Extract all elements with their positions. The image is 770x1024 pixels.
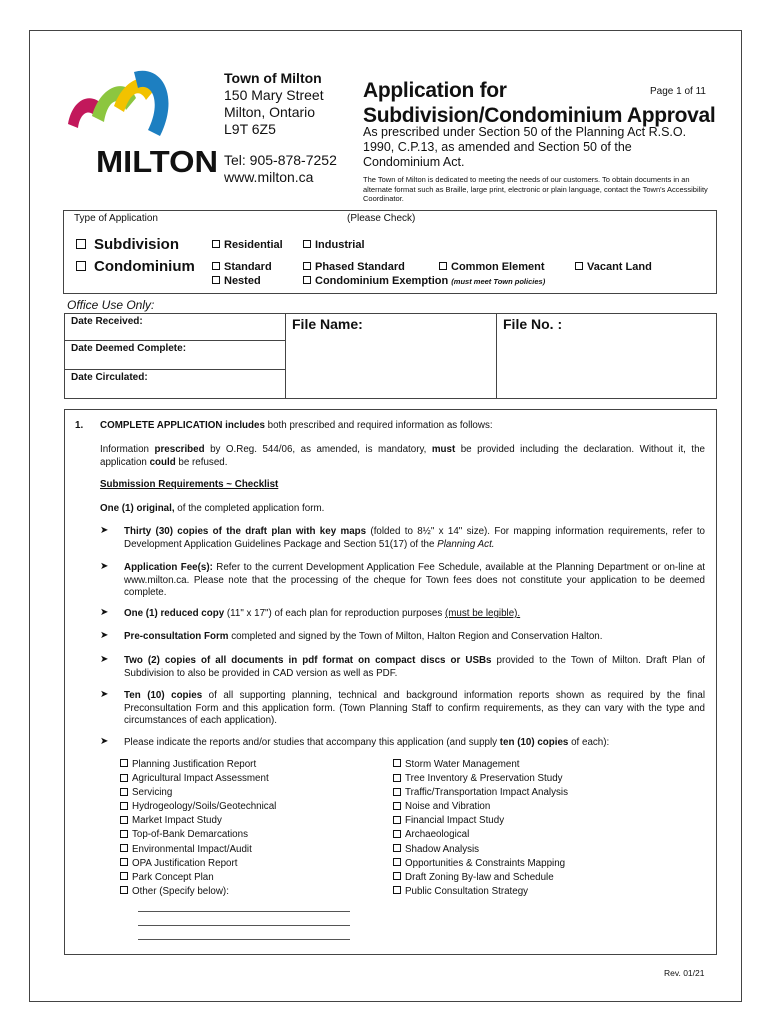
- checkbox-icon[interactable]: [120, 816, 128, 824]
- report-checkbox-item[interactable]: [393, 843, 568, 857]
- report-checkbox-item[interactable]: [120, 857, 276, 871]
- residential-option[interactable]: [212, 239, 283, 251]
- checkbox-icon[interactable]: [120, 788, 128, 796]
- report-checkbox-item[interactable]: [120, 800, 276, 814]
- original-copy-line: [100, 503, 324, 516]
- info-d: must: [431, 444, 456, 455]
- report-checkbox-item[interactable]: [393, 772, 568, 786]
- checklist-item-3: [124, 608, 705, 621]
- arrow-bullet-icon: ➤: [100, 630, 109, 641]
- report-label: OPA Justification Report: [132, 857, 238, 869]
- vacant-land-label: Vacant Land: [587, 261, 652, 273]
- report-label: Park Concept Plan: [132, 871, 214, 883]
- subdivision-option[interactable]: [76, 236, 179, 253]
- original-rest: of the completed application form.: [174, 503, 325, 514]
- prescribed-note: As prescribed under Section 50 of the Planning Act R.S.O. 1990, C.P.13, as amended and Section 50 of the Condominium Act.: [363, 125, 687, 169]
- report-checkbox-item[interactable]: [393, 871, 568, 885]
- checkbox-icon[interactable]: [212, 262, 220, 270]
- checkbox-icon[interactable]: [212, 240, 220, 248]
- checkbox-icon[interactable]: [393, 858, 401, 866]
- checkbox-icon[interactable]: [76, 261, 86, 271]
- revision-label: Rev. 01/21: [664, 968, 705, 978]
- item5-rest: provided to the Town of Milton. Draft Plan of Subdivision to also be provided in CAD version as well as PDF.: [124, 655, 705, 679]
- info-a: Information: [100, 444, 155, 455]
- checkbox-icon[interactable]: [393, 886, 401, 894]
- report-checkbox-item[interactable]: [120, 828, 276, 842]
- item1-rest: (folded to 8½" x 14" size). For mapping information requirements, refer to Development Application Guidelines Package and Section 51(17) of the: [124, 526, 705, 550]
- address-block: [224, 70, 324, 138]
- item3-bold: One (1) reduced copy: [124, 608, 225, 619]
- milton-logo: [64, 66, 219, 181]
- report-checkbox-item[interactable]: [120, 871, 276, 885]
- checkbox-icon[interactable]: [120, 774, 128, 782]
- report-checkbox-item[interactable]: [120, 758, 276, 772]
- checkbox-icon[interactable]: [393, 759, 401, 767]
- report-checkbox-item[interactable]: [120, 814, 276, 828]
- nested-option[interactable]: [212, 275, 261, 287]
- page-number: Page 1 of 11: [650, 86, 706, 97]
- report-label: Environmental Impact/Audit: [132, 843, 252, 855]
- logo-blue-arc: [134, 71, 168, 136]
- industrial-option[interactable]: [303, 239, 365, 251]
- item4-rest: completed and signed by the Town of Milton, Halton Region and Conservation Halton.: [228, 631, 603, 642]
- submission-heading: Submission Requirements ~ Checklist: [100, 479, 279, 490]
- item2-bold: Application Fee(s):: [124, 562, 213, 573]
- report-checkbox-item[interactable]: [393, 786, 568, 800]
- report-label: Tree Inventory & Preservation Study: [405, 773, 563, 785]
- file-no-field[interactable]: File No. :: [496, 313, 717, 399]
- reports-right-list: [393, 758, 568, 899]
- report-checkbox-item[interactable]: [120, 843, 276, 857]
- report-checkbox-item[interactable]: [120, 786, 276, 800]
- other-specify-line-3[interactable]: [138, 939, 350, 940]
- org-name: Town of Milton: [224, 70, 322, 86]
- section-number: 1.: [75, 420, 84, 431]
- checkbox-icon[interactable]: [76, 239, 86, 249]
- item3-mid: (11" x 17") of each plan for reproduction purposes: [224, 608, 445, 619]
- common-element-option[interactable]: [439, 261, 545, 273]
- date-deemed-field[interactable]: Date Deemed Complete:: [64, 340, 286, 370]
- item4-bold: Pre-consultation Form: [124, 631, 229, 642]
- report-label: Public Consultation Strategy: [405, 885, 529, 897]
- check-label: (Please Check): [347, 213, 416, 224]
- checklist-item-4: [124, 631, 705, 644]
- report-checkbox-item[interactable]: [393, 885, 568, 899]
- checkbox-icon[interactable]: [303, 240, 311, 248]
- file-name-field[interactable]: File Name:: [285, 313, 497, 399]
- item5-bold: Two (2) copies of all documents in pdf format on compact discs or USBs: [124, 655, 492, 666]
- standard-option[interactable]: [212, 261, 272, 273]
- type-label: Type of Application: [74, 213, 158, 224]
- report-checkbox-item[interactable]: [393, 857, 568, 871]
- checkbox-icon[interactable]: [575, 262, 583, 270]
- contact-block: [224, 152, 337, 186]
- checkbox-icon[interactable]: [393, 774, 401, 782]
- website[interactable]: www.milton.ca: [224, 169, 314, 185]
- report-label: Financial Impact Study: [405, 815, 505, 827]
- item1-bold: Thirty (30) copies of the draft plan with key maps: [124, 526, 367, 537]
- checkbox-icon[interactable]: [120, 858, 128, 866]
- heading-rest: both prescribed and required information as follows:: [264, 420, 493, 431]
- checkbox-icon[interactable]: [393, 802, 401, 810]
- report-checkbox-item[interactable]: [120, 885, 276, 899]
- phased-standard-label: Phased Standard: [315, 261, 405, 273]
- checkbox-icon[interactable]: [393, 816, 401, 824]
- report-label: Opportunities & Constraints Mapping: [405, 857, 566, 869]
- checklist-item-2: [124, 562, 705, 600]
- section-heading: [100, 420, 710, 433]
- title-line-1: Application for: [363, 79, 507, 102]
- item1-italic: Planning Act.: [437, 538, 495, 550]
- item6-rest: of all supporting planning, technical and background information reports shown as required by the final Preconsultation Form and this application form. (Town Planning Staff to confirm requirements, as they can vary with the type and circumstances of each application).: [124, 690, 706, 726]
- arrow-bullet-icon: ➤: [100, 654, 109, 665]
- date-circulated-field[interactable]: Date Circulated:: [64, 369, 286, 399]
- item3-underlined: (must be legible).: [444, 608, 521, 619]
- report-checkbox-item[interactable]: [393, 800, 568, 814]
- info-paragraph: [100, 444, 705, 469]
- postal-code: L9T 6Z5: [224, 121, 276, 137]
- checklist-item-6: [124, 690, 705, 728]
- residential-label: Residential: [224, 239, 283, 251]
- checkbox-icon[interactable]: [212, 276, 220, 284]
- condo-exemption-option[interactable]: [303, 275, 545, 287]
- exemption-note: (must meet Town policies): [451, 277, 546, 286]
- checkbox-icon[interactable]: [393, 830, 401, 838]
- item7-c: of each):: [568, 737, 610, 748]
- checkbox-icon[interactable]: [120, 844, 128, 852]
- condominium-option[interactable]: [76, 258, 195, 275]
- report-checkbox-item[interactable]: [393, 758, 568, 772]
- arrow-bullet-icon: ➤: [100, 607, 109, 618]
- checkbox-icon[interactable]: [120, 759, 128, 767]
- arrow-bullet-icon: ➤: [100, 689, 109, 700]
- common-element-label: Common Element: [451, 261, 545, 273]
- nested-label: Nested: [224, 275, 261, 287]
- arrow-bullet-icon: ➤: [100, 525, 109, 536]
- office-use-label: Office Use Only:: [67, 298, 155, 312]
- report-label: Other (Specify below):: [132, 885, 229, 897]
- report-checkbox-item[interactable]: [393, 828, 568, 842]
- heading-bold: COMPLETE APPLICATION includes: [100, 420, 265, 431]
- checkbox-icon[interactable]: [120, 886, 128, 894]
- report-checkbox-item[interactable]: [120, 772, 276, 786]
- phased-standard-option[interactable]: [303, 261, 405, 273]
- info-e: be provided including the declaration. Without it, the application: [100, 444, 705, 468]
- report-label: Draft Zoning By-law and Schedule: [405, 871, 554, 883]
- subdivision-label: Subdivision: [94, 236, 180, 253]
- checkbox-icon[interactable]: [393, 844, 401, 852]
- checklist-item-5: [124, 655, 705, 680]
- reports-left-list: [120, 758, 276, 899]
- checkbox-icon[interactable]: [303, 262, 311, 270]
- condominium-label: Condominium: [94, 258, 195, 275]
- date-received-field[interactable]: Date Received:: [64, 313, 286, 341]
- info-b: prescribed: [154, 444, 205, 455]
- title-line-2: Subdivision/Condominium Approval: [363, 104, 716, 127]
- item6-bold: Ten (10) copies: [124, 690, 203, 701]
- item7-bold: ten (10) copies: [499, 737, 569, 748]
- info-c: by O.Reg. 544/06, as amended, is mandatory,: [204, 444, 432, 455]
- other-specify-line-2[interactable]: [138, 925, 350, 926]
- industrial-label: Industrial: [315, 239, 365, 251]
- checkbox-icon[interactable]: [120, 872, 128, 880]
- info-f: could: [149, 456, 176, 468]
- standard-label: Standard: [224, 261, 272, 273]
- accessibility-note: The Town of Milton is dedicated to meeting the needs of our customers. To obtain documents in an alternate format such as Braille, large print, electronic or plain language, contact the Town's Accessibility Coordinator.: [363, 175, 708, 203]
- report-label: Top-of-Bank Demarcations: [132, 829, 248, 841]
- info-g: be refused.: [175, 456, 228, 468]
- report-label: Noise and Vibration: [405, 801, 491, 813]
- checkbox-icon[interactable]: [393, 872, 401, 880]
- address-line-2: Milton, Ontario: [224, 104, 316, 120]
- report-label: Shadow Analysis: [405, 843, 480, 855]
- report-checkbox-item[interactable]: [393, 814, 568, 828]
- original-bold: One (1) original,: [100, 503, 175, 514]
- checkbox-icon[interactable]: [439, 262, 447, 270]
- report-label: Archaeological: [405, 829, 470, 841]
- report-label: Servicing: [132, 787, 173, 799]
- checkbox-icon[interactable]: [120, 802, 128, 810]
- condo-exemption-label: Condominium Exemption: [315, 275, 449, 287]
- address-line-1: 150 Mary Street: [224, 87, 324, 103]
- checkbox-icon[interactable]: [120, 830, 128, 838]
- checklist-item-7: [124, 737, 705, 750]
- arrow-bullet-icon: ➤: [100, 736, 109, 747]
- item2-rest: Refer to the current Development Application Fee Schedule, available at the Planning Department or on-line at www.milton.ca. Please note that the processing of the cheque for Town fees does not constitute your application to be deemed complete.: [124, 562, 706, 598]
- report-label: Planning Justification Report: [132, 759, 257, 770]
- report-label: Storm Water Management: [405, 759, 520, 770]
- other-specify-line-1[interactable]: [138, 911, 350, 912]
- report-label: Market Impact Study: [132, 815, 222, 827]
- report-label: Traffic/Transportation Impact Analysis: [405, 787, 568, 799]
- telephone: Tel: 905-878-7252: [224, 152, 337, 168]
- report-label: Hydrogeology/Soils/Geotechnical: [132, 801, 277, 813]
- checkbox-icon[interactable]: [303, 276, 311, 284]
- arrow-bullet-icon: ➤: [100, 561, 109, 572]
- report-label: Agricultural Impact Assessment: [132, 773, 269, 785]
- checkbox-icon[interactable]: [393, 788, 401, 796]
- logo-wordmark: MILTON: [96, 144, 218, 179]
- item7-a: Please indicate the reports and/or studies that accompany this application (and supply: [124, 737, 500, 748]
- checklist-item-1: [124, 526, 705, 551]
- vacant-land-option[interactable]: [575, 261, 652, 273]
